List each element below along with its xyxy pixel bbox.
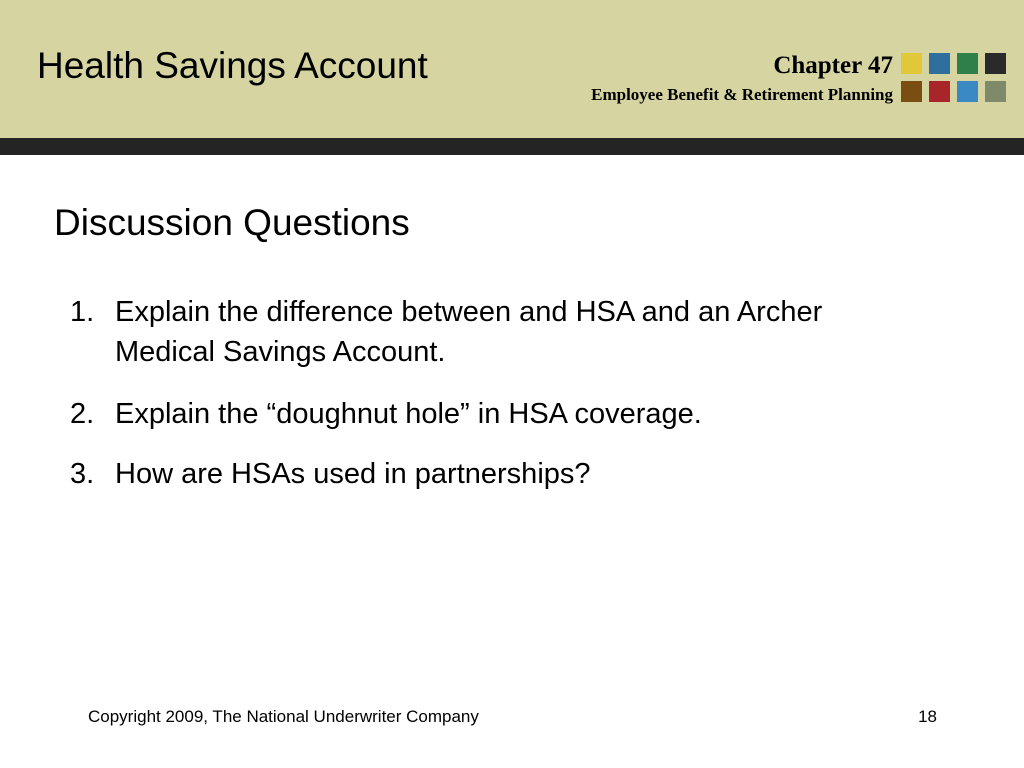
- question-item: [70, 394, 930, 434]
- slide-title: Health Savings Account: [37, 45, 428, 86]
- slide-header: [0, 0, 1024, 138]
- question-item: [70, 454, 930, 494]
- color-squares-logo: [901, 53, 1011, 105]
- logo-square: [901, 81, 922, 102]
- book-subtitle: Employee Benefit & Retirement Planning: [591, 85, 893, 104]
- logo-square: [985, 81, 1006, 102]
- page-number: 18: [918, 707, 937, 726]
- chapter-label: Chapter 47: [773, 52, 893, 79]
- question-number: 2.: [70, 398, 95, 430]
- logo-square: [901, 53, 922, 74]
- question-text: How are HSAs used in partnerships?: [115, 458, 591, 490]
- question-item: [70, 292, 930, 372]
- copyright-footer: Copyright 2009, The National Underwriter Company: [88, 707, 479, 726]
- question-text: Explain the “doughnut hole” in HSA coverage.: [115, 398, 702, 430]
- logo-square: [929, 53, 950, 74]
- logo-square: [957, 81, 978, 102]
- question-list: [70, 292, 930, 516]
- question-number: 3.: [70, 458, 95, 490]
- header-divider-bar: [0, 138, 1024, 155]
- logo-square: [929, 81, 950, 102]
- question-number: 1.: [70, 296, 95, 328]
- question-text: Explain the difference between and HSA and an Archer Medical Savings Account.: [115, 296, 823, 368]
- logo-square: [957, 53, 978, 74]
- section-heading: Discussion Questions: [54, 202, 410, 243]
- logo-square: [985, 53, 1006, 74]
